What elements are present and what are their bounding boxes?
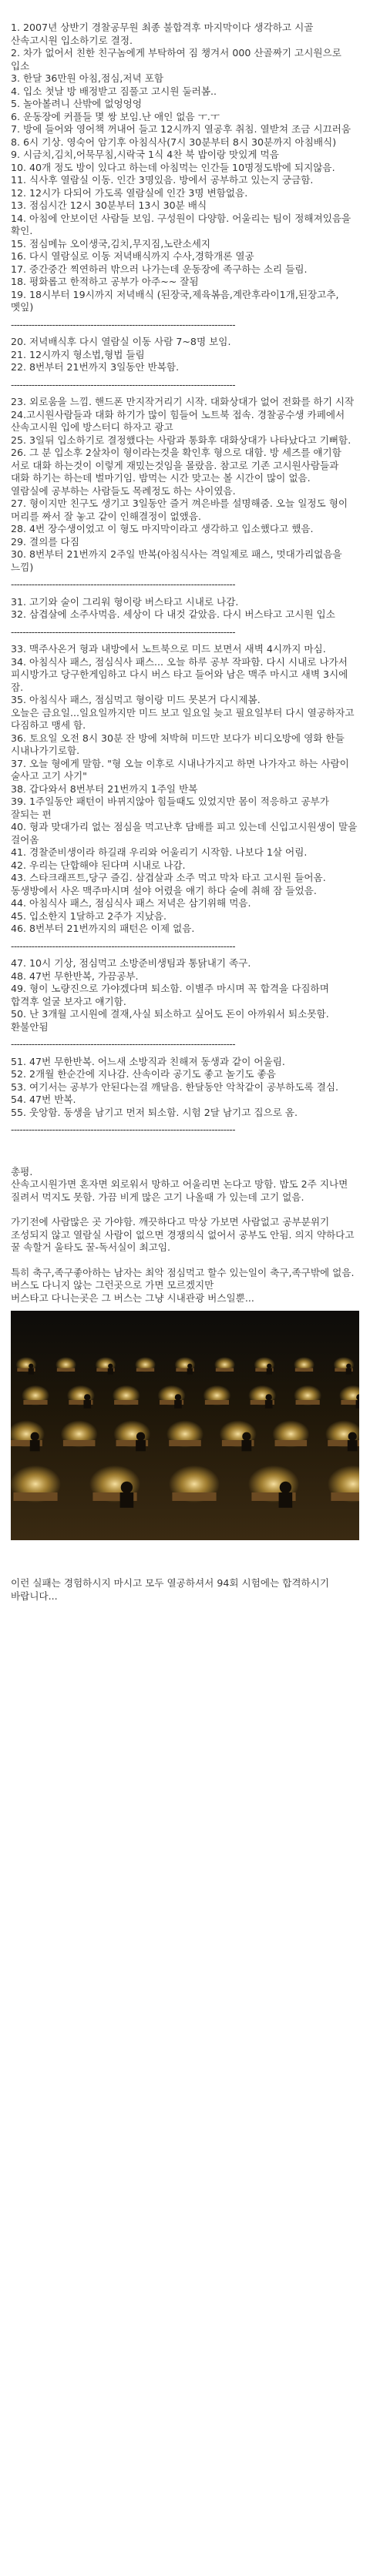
diary-line: 21. 12시까지 형소법,형법 들림 <box>11 348 145 360</box>
diary-line: 18. 평화롭고 한적하고 공부가 아주~~ 잘됨 <box>11 276 199 287</box>
diary-line: 38. 갑다와서 8번부터 21번까지 1주일 반복 <box>11 782 198 795</box>
section-2 <box>11 336 359 374</box>
section-1 <box>11 22 359 314</box>
diary-line: 열람실에 공부하는 사람들도 목례정도 하는 사이였음. <box>11 484 236 497</box>
separator: ---------------------------------------------------------------------------- <box>11 319 236 330</box>
diary-line: 동생방에서 사온 맥주마시며 설야 어렸을 얘기 하다 술에 취해 잠 들었음. <box>11 884 317 896</box>
diary-line: 17. 중간중간 찍연하러 밖으러 나가는데 운동장에 족구하는 소리 들림. <box>11 263 308 275</box>
diary-line: 8. 6시 기상. 영숙어 암기후 아침식사(7시 30분부터 8시 30분까지 아침배식) <box>11 136 337 148</box>
diary-line: 서로 대화 하는것이 이렇게 재밌는것임을 몰랐음. 참고로 기존 고시원사람들과 <box>11 459 339 471</box>
study-hall-photo <box>11 1311 359 1540</box>
diary-line: 49. 형이 노량진으로 가야겠다며 퇴소함. 이별주 마시며 꼭 합격을 다짐하며 합격후 얼굴 보자고 얘기함. <box>11 983 329 1007</box>
section-3 <box>11 396 359 574</box>
diary-line: 52. 2개월 한순간에 지나감. 산속이라 공기도 좋고 놀기도 좋음 <box>11 1068 276 1080</box>
diary-line: 39. 1주일동안 패턴이 바뀌지않아 힘들때도 있었지만 몸이 적응하고 공부가 잘되는 편 <box>11 796 329 820</box>
diary-line: 1. 2007년 상반기 경찰공무원 최종 불합격후 마지막이다 생각하고 시골 산속고시원 입소하기로 결정. <box>11 22 314 46</box>
diary-line: 43. 스타크래프트,당구 즐김. 삼겹살과 소주 먹고 막차 타고 고시원 들어옴. <box>11 872 326 883</box>
diary-line: 23. 외로움을 느낌. 핸드폰 만지작거리기 시작. 대화상대가 없어 전화를 하기 시작 <box>11 396 355 407</box>
diary-line: 피시방가고 당구한게임하고 다시 버스 타고 들어와 남은 맥주 마시고 새벽 3시에 잠. <box>11 668 348 693</box>
diary-line: 4. 입소 첫날 방 배정받고 짐풀고 고시원 둘러봄.. <box>11 85 217 97</box>
diary-line: 44. 아침식사 패스, 점심식사 패스 저녁은 삼기위해 먹음. <box>11 897 251 909</box>
diary-line: 12. 12시가 다되어 가도록 열람실에 인간 3명 변함없음. <box>11 186 248 199</box>
summary-paragraph: 버스타고 다니는곳은 그 버스는 그냥 시내관광 버스일뿐... <box>11 1291 254 1304</box>
separator: ---------------------------------------------------------------------------- <box>11 379 236 390</box>
diary-line: 16. 다시 열람실로 이동 저녁배식까지 수사,경학개론 열공 <box>11 250 254 262</box>
diary-line: 48. 47번 무한반복, 가끔공부. <box>11 970 139 982</box>
diary-line: 14. 아침에 안보이던 사람들 보임. 구성원이 다양함. 어울리는 팀이 정해져있음을 확인. <box>11 212 352 236</box>
diary-line: 45. 입소한지 1달하고 2주가 지났음. <box>11 909 167 922</box>
diary-line: 25. 3일뒤 입소하기로 결정했다는 사람과 통화후 대화상대가 나타났다고 기뻐함. <box>11 434 352 446</box>
diary-line: 26. 그 분 입소후 2살차이 형이라는것을 확인후 형으로 대함. 방 세즈를 얘기함 <box>11 447 341 458</box>
diary-line: 54. 47번 반복. <box>11 1094 76 1105</box>
diary-line: 2. 차가 없어서 친한 친구놈에게 부탁하여 짐 챙겨서 000 산골짜기 고시원으로 입소 <box>11 47 341 72</box>
diary-line: 10. 40개 정도 방이 있다고 하는데 아침먹는 인간들 10명정도밖에 되지않음. <box>11 161 335 173</box>
diary-line: 19. 18시부터 19시까지 저녁배식 (된장국,제육볶음,계란후라이1개,된장고추,멧잎) <box>11 288 339 313</box>
diary-line: 30. 8번부터 21번까지 2주일 반복(아침식사는 격일제로 패스, 멋대가리없음을 느낌) <box>11 548 342 573</box>
separator: ---------------------------------------------------------------------------- <box>11 579 236 590</box>
diary-line: 42. 우리는 단합해야 된다며 시내로 나감. <box>11 859 186 871</box>
diary-line: 32. 삼겹살에 소주사먹음. 세상이 다 내것 같았음. 다시 버스타고 고시원 입소 <box>11 608 335 620</box>
diary-line: 46. 8번부터 21번까지의 패턴은 이제 없음. <box>11 923 195 934</box>
section-6 <box>11 957 359 1033</box>
diary-line: 33. 맥주사온거 형과 내방에서 노트북으로 미드 보면서 새벽 4시까지 마심. <box>11 643 326 655</box>
summary-paragraph: 가기전에 사람많은 곳 가야함. 깨끗하다고 막상 가보면 사람없고 공부분위기 조성되지 않고 열람실 사람이 없으면 경쟁의식 없어서 공부도 안됨. 의지 약하다고 꿀 속할거 울타도 꿀-독서실이 최고임. <box>11 1216 355 1253</box>
diary-line: 28. 4번 장수생이었고 이 형도 마지막이라고 생각하고 입소했다고 했음. <box>11 523 314 534</box>
diary-line: 51. 47번 무한반복. 어느새 소방직과 친해져 동생과 같이 어울림. <box>11 1055 285 1067</box>
separator: ---------------------------------------------------------------------------- <box>11 1124 236 1135</box>
diary-line: 9. 시금치,김치,어묵무침,시락국 1식 4찬 북 밥이랑 맛있게 먹음 <box>11 149 279 160</box>
separator: ---------------------------------------------------------------------------- <box>11 626 236 638</box>
diary-line: 13. 점심시간 12시 30분부터 13시 30분 배식 <box>11 199 207 211</box>
diary-line: 20. 저녁배식후 다시 열람실 이동 사람 7~8명 보임. <box>11 336 231 347</box>
diary-line: 22. 8번부터 21번까지 3일동안 반복함. <box>11 361 180 373</box>
diary-line: 15. 점심메뉴 오이생국,김치,무지짐,노란소세지 <box>11 237 211 250</box>
diary-line: 27. 형이지만 친구도 생기고 3일동안 즐거 껴은바를 설명해줌. 오늘 일정도 형이 머리를 짜서 잘 놓고 같이 인해결정이 없앴음. <box>11 497 348 522</box>
diary-line: 34. 아침식사 패스, 점심식사 패스... 오늘 하루 공부 작파함. 다시 시내로 나가서 <box>11 655 348 668</box>
diary-line: 47. 10시 기상, 점심먹고 소방준비생팀과 통닭내기 족구. <box>11 957 251 969</box>
section-4 <box>11 596 359 621</box>
diary-line: 31. 고기와 술이 그리워 형이랑 버스타고 시내로 나감. <box>11 595 239 608</box>
summary-paragraph: 버스도 다니지 않는 그런곳으로 가면 모르겠지만 <box>11 1279 214 1291</box>
diary-line: 오늘은 금요일...일요일까지만 미드 보고 일요일 늦고 필요일부터 다시 열공하자고 다짐하고 맹세 함. <box>11 706 355 731</box>
diary-line: 55. 웃앙함. 동생을 남기고 먼저 퇴소함. 시험 2달 남기고 집으로 옴. <box>11 1106 298 1118</box>
diary-line: 24.고시원사람들과 대화 하기가 많이 힘들어 노트북 접속. 경찰공수생 카페에서 산속고시원 입에 방스터디 하자고 광고 <box>11 408 345 433</box>
diary-line: 29. 결의를 다짐 <box>11 535 79 548</box>
separator: ---------------------------------------------------------------------------- <box>11 1039 236 1050</box>
section-7 <box>11 1056 359 1120</box>
diary-line: 50. 난 3개월 고시원에 결재,사실 퇴소하고 싶어도 돈이 아까워서 퇴소못함. 환불안됨 <box>11 1008 329 1033</box>
diary-line: 40. 형과 맞대가리 없는 점심을 먹고난후 담배를 피고 있는데 신입고시원생이 말을 걸어옴 <box>11 821 358 846</box>
diary-line: 5. 놀아볼려니 산밖에 없엉엉엉 <box>11 98 143 109</box>
diary-line: 36. 토요일 오전 8시 30분 잔 방에 처박혀 미드만 보다가 비디오방에 영화 한들 시내나가기로함. <box>11 732 345 756</box>
diary-line: 대화 하기는 하는데 벌마기임. 밤먹는 시간 맞고는 볼 시간이 많이 없음. <box>11 472 311 484</box>
summary <box>11 1166 359 1305</box>
summary-heading: 총평. <box>11 1165 33 1177</box>
diary-line: 11. 식사후 열람실 이동. 인간 3명있음. 방에서 공부하고 있는지 궁금함. <box>11 174 314 186</box>
diary-line: 3. 한달 36만원 아침,점심,저녁 포함 <box>11 72 164 84</box>
diary-line: 6. 운동장에 커플들 몇 쌍 보임.난 애인 없음 ㅜ.ㅜ <box>11 110 220 122</box>
summary-paragraph: 산속고시원가면 혼자면 외로워서 망하고 어울리면 논다고 망함. 밥도 2주 지나면 질려서 먹지도 못함. 가끔 비게 많은 고기 나올때 가 있는데 고기 없음. <box>11 1178 348 1203</box>
summary-paragraph: 특히 축구,족구좋아하는 남자는 최악 점심먹고 할수 있는일이 축구,족구밖에 없음. <box>11 1266 355 1278</box>
separator: ---------------------------------------------------------------------------- <box>11 940 236 952</box>
diary-line: 53. 여기서는 공부가 안된다는걸 깨달음. 한달동안 악착같이 공부하도록 결심. <box>11 1080 339 1093</box>
section-5 <box>11 643 359 936</box>
diary-line: 35. 아침식사 패스, 점심먹고 형이랑 미드 못본거 다시제봄. <box>11 694 261 705</box>
diary-line: 41. 경찰준비생이라 하길래 우리와 어울리기 시작함. 나보다 1살 어림. <box>11 846 308 858</box>
diary-line: 37. 오늘 형에게 말함. "형 오늘 이후로 시내나가지고 하면 나가자고 하는 사람이 술사고 고기 사기" <box>11 757 349 782</box>
diary-line: 7. 방에 들어와 영어책 꺼내어 들고 12시까지 열공후 취침. 열받쳐 조금 시끄러움 <box>11 123 352 135</box>
closing-message: 이런 실패는 경험하시지 마시고 모두 열공하셔서 94회 시험에는 합격하시기 바랍니다... <box>11 1577 330 1602</box>
